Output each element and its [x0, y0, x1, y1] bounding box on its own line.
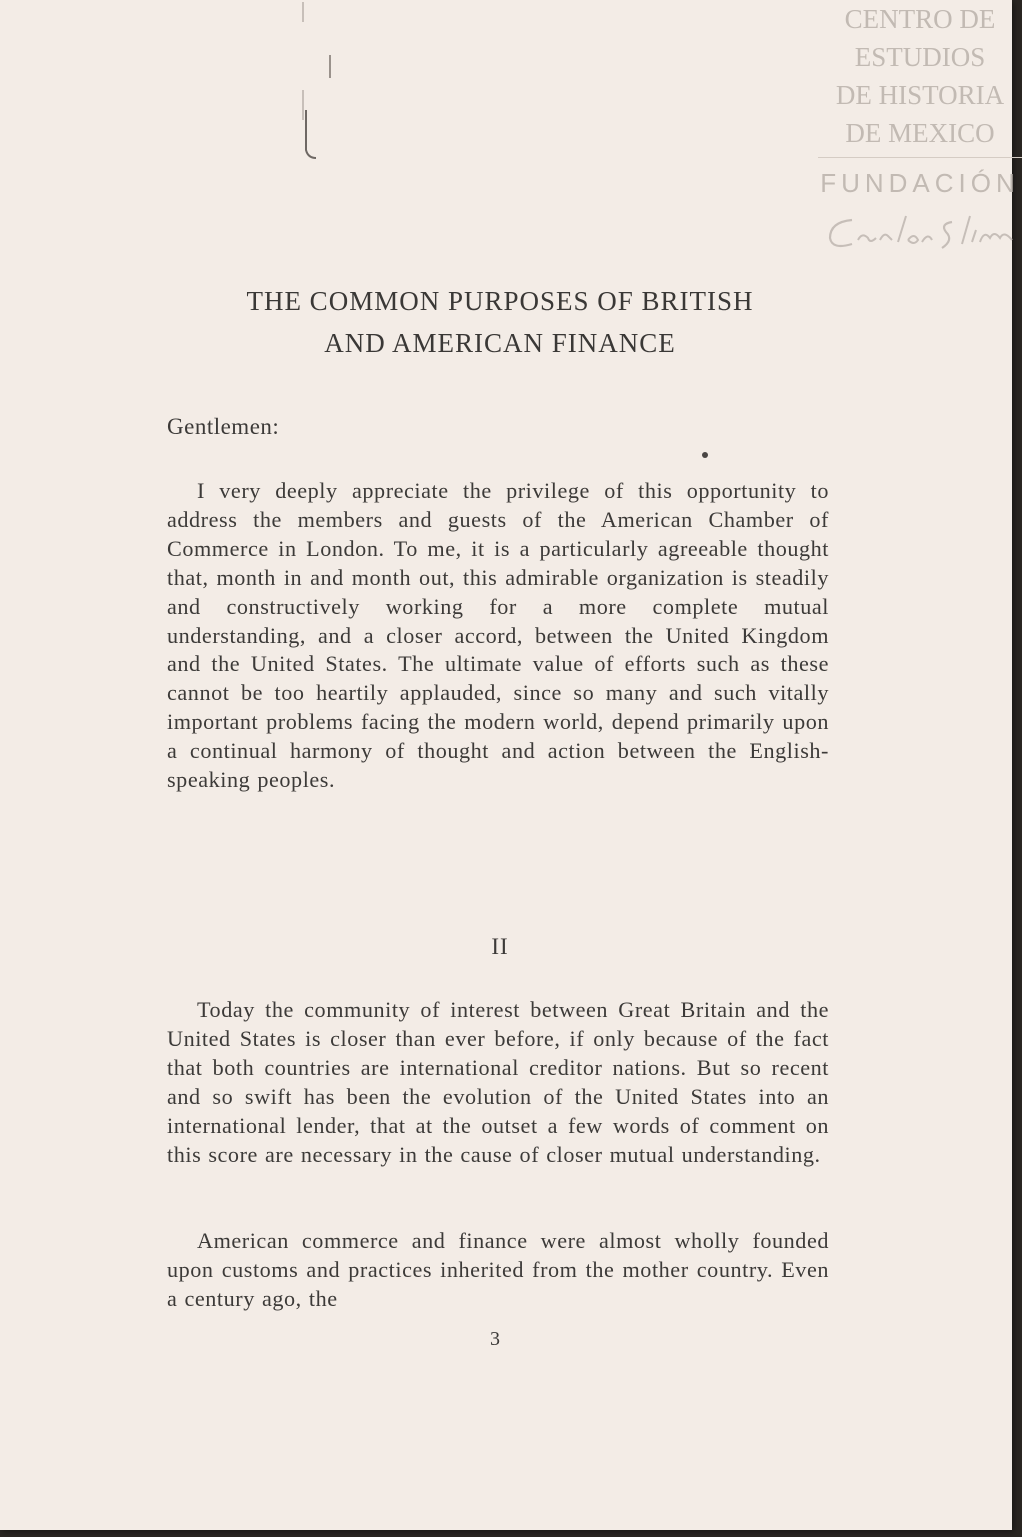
- binding-mark-icon: [300, 0, 340, 80]
- paragraph-1: I very deeply appreciate the privilege of this opportunity to address the members and guests of the American Chamber of Commerce in London. To me, it is a particularly agreeable thought that, month in and month out, this admirable organization is steadily and constructively working for a more complete mutual understanding, and a closer accord, between the United Kingdom and the United States. The ultimate value of efforts such as these cannot be too heartily applauded, since so many and such vitally important problems facing the modern world, depend primarily upon a continual harmony of thought and action between the English-speaking peoples.: [167, 478, 829, 793]
- title-line-1: THE COMMON PURPOSES OF BRITISH: [246, 286, 754, 316]
- section-heading: II: [491, 934, 509, 959]
- signature-logo-icon: [822, 210, 1022, 254]
- title-line-2: AND AMERICAN FINANCE: [324, 328, 676, 358]
- watermark-line-3: DE HISTORIA: [835, 80, 1005, 110]
- watermark-line-2: ESTUDIOS: [854, 42, 986, 72]
- paragraph-3: American commerce and finance were almost wholly founded upon customs and practices inherited from the mother country. Even a century ago, the: [167, 1228, 829, 1311]
- page-title: [130, 280, 870, 364]
- watermark-line-4: DE MEXICO: [845, 118, 995, 148]
- salutation: Gentlemen:: [167, 414, 280, 439]
- binding-clip-icon: [300, 80, 340, 160]
- archive-watermark: [818, 0, 1022, 260]
- page-number: 3: [490, 1328, 500, 1350]
- watermark-divider: [818, 157, 1022, 158]
- watermark-foundation: FUNDACIÓN: [820, 168, 1020, 198]
- watermark-line-1: CENTRO DE: [844, 4, 996, 34]
- paragraph-2: Today the community of interest between Great Britain and the United States is closer than ever before, if only because of the fact that both countries are international creditor nations. But so recent and so swift has been the evolution of the United States into an international lender, that at the outset a few words of comment on this score are necessary in the cause of closer mutual understanding.: [167, 997, 829, 1167]
- ink-speck: [702, 452, 708, 458]
